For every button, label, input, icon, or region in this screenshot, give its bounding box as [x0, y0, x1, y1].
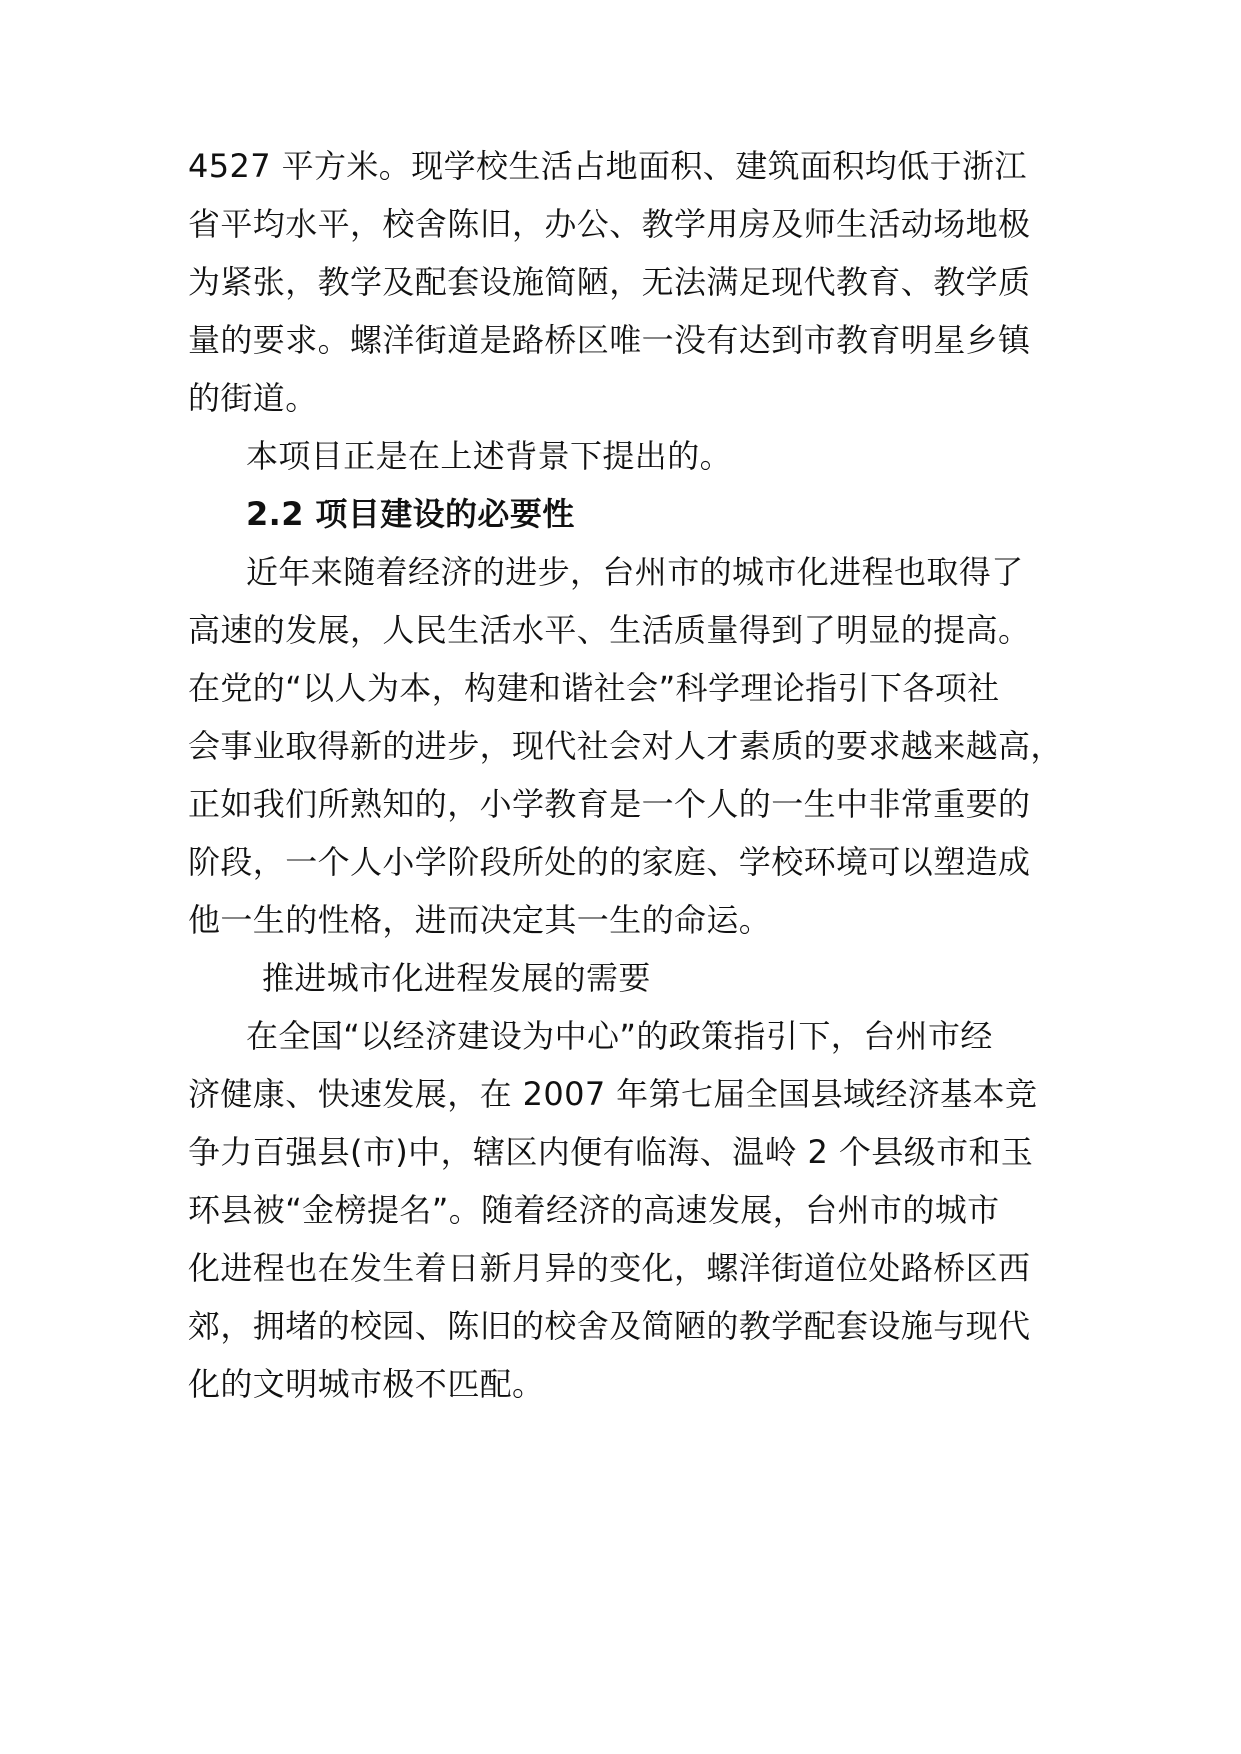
paragraph-line: 会事业取得新的进步，现代社会对人才素质的要求越来越高，: [188, 727, 1063, 765]
paragraph-line: 济健康、快速发展，在 2007 年第七届全国县域经济基本竞: [188, 1075, 1038, 1113]
paragraph-line: 环县被“金榜提名”。随着经济的高速发展，台州市的城市: [188, 1191, 1000, 1229]
paragraph-line: 在全国“以经济建设为中心”的政策指引下，台州市经: [246, 1017, 993, 1055]
paragraph-line: 高速的发展，人民生活水平、生活质量得到了明显的提高。: [188, 611, 1031, 649]
paragraph-line: 在党的“以人为本，构建和谐社会”科学理论指引下各项社: [188, 669, 1000, 707]
paragraph-line: 正如我们所熟知的，小学教育是一个人的一生中非常重要的: [188, 785, 1031, 823]
paragraph-line: 为紧张，教学及配套设施简陋，无法满足现代教育、教学质: [188, 263, 1031, 301]
paragraph-line: 争力百强县(市)中，辖区内便有临海、温岭 2 个县级市和玉: [188, 1133, 1034, 1171]
paragraph-line: 本项目正是在上述背景下提出的。: [246, 437, 733, 475]
subsection-heading: 推进城市化进程发展的需要: [262, 959, 651, 997]
paragraph-line: 的街道。: [188, 379, 318, 417]
paragraph-line: 阶段，一个人小学阶段所处的的家庭、学校环境可以塑造成: [188, 843, 1031, 881]
paragraph-line: 近年来随着经济的进步，台州市的城市化进程也取得了: [246, 553, 1024, 591]
section-heading: 2.2 项目建设的必要性: [246, 495, 575, 533]
paragraph-line: 量的要求。螺洋街道是路桥区唯一没有达到市教育明星乡镇: [188, 321, 1031, 359]
paragraph-line: 省平均水平，校舍陈旧，办公、教学用房及师生活动场地极: [188, 205, 1031, 243]
paragraph-line: 化的文明城市极不匹配。: [188, 1365, 545, 1403]
paragraph-line: 4527 平方米。现学校生活占地面积、建筑面积均低于浙江: [188, 147, 1027, 185]
paragraph-line: 化进程也在发生着日新月异的变化，螺洋街道位处路桥区西: [188, 1249, 1031, 1287]
paragraph-line: 郊，拥堵的校园、陈旧的校舍及简陋的教学配套设施与现代: [188, 1307, 1031, 1345]
paragraph-line: 他一生的性格，进而决定其一生的命运。: [188, 901, 772, 939]
